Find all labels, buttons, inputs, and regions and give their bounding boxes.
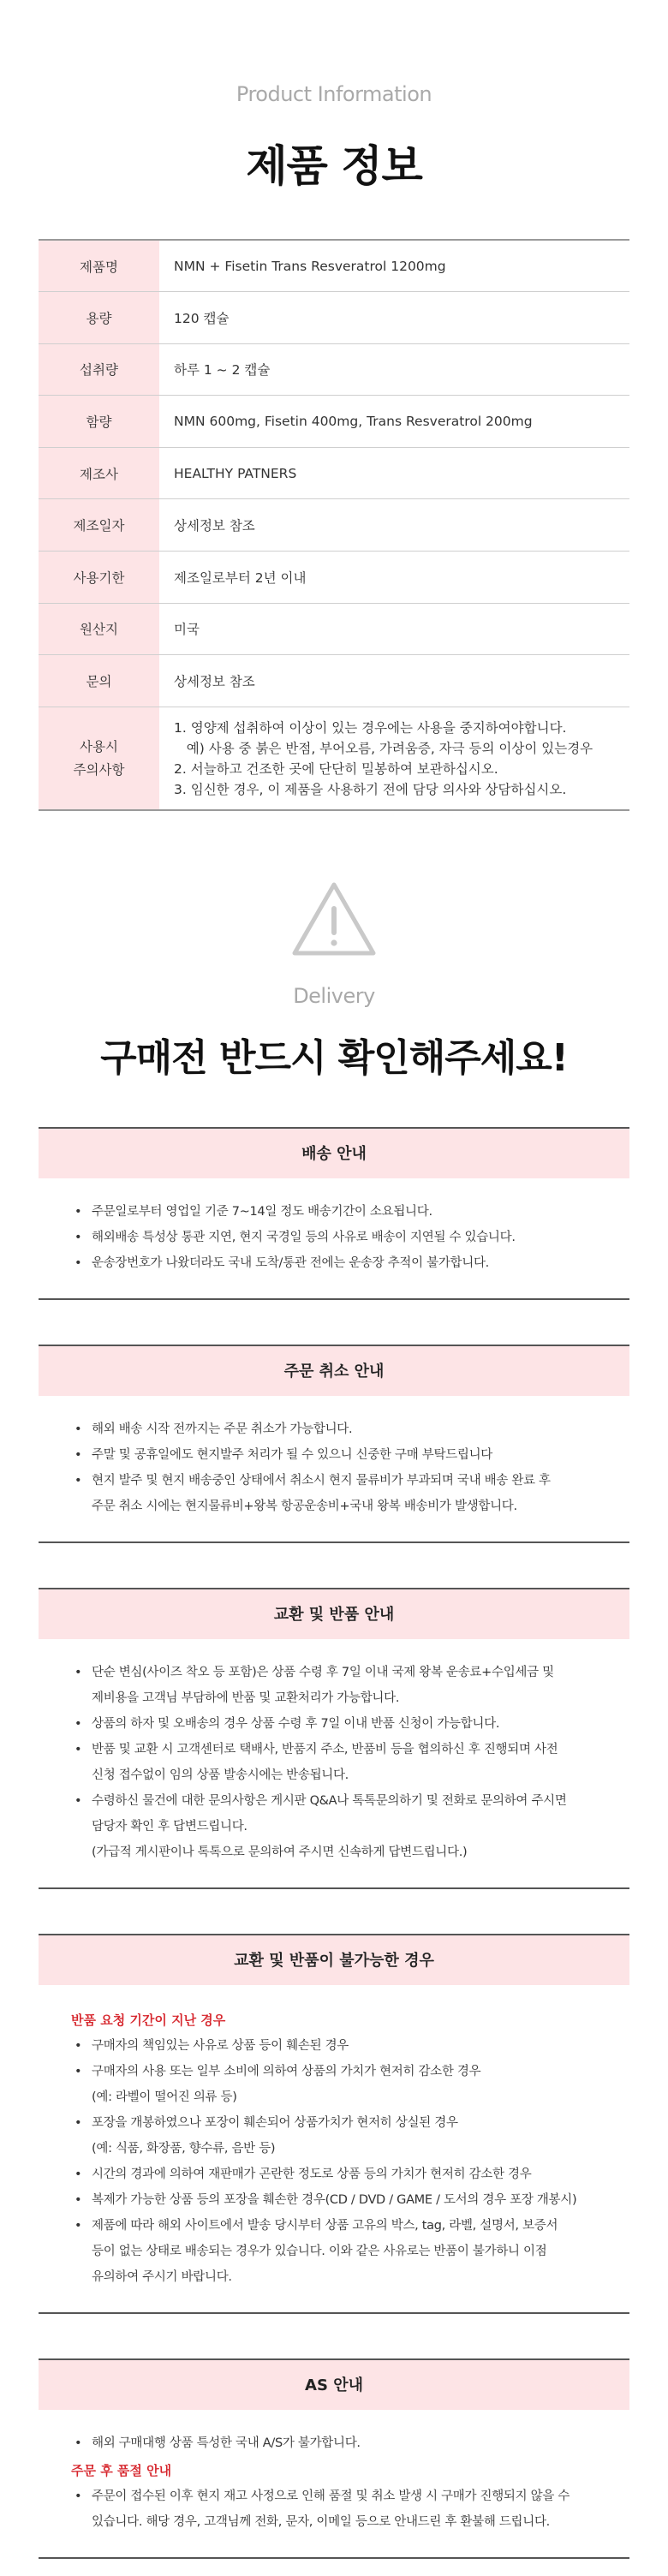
delivery-eyebrow: Delivery xyxy=(293,984,375,1009)
notice-item-line: 수령하신 물건에 대한 문의사항은 게시판 Q&A나 톡톡문의하기 및 전화로 문의하여 주시면 xyxy=(92,1794,567,1809)
info-row xyxy=(39,655,629,707)
notice-item-line: 상품의 하자 및 오배송의 경우 상품 수령 후 7일 이내 반품 신청이 가능합니다. xyxy=(92,1717,500,1732)
info-row-key: 제품명 xyxy=(39,240,159,292)
notice-item xyxy=(75,2162,629,2187)
notice-item-line: 운송장번호가 나왔더라도 국내 도착/통관 전에는 운송장 추적이 불가합니다. xyxy=(92,1256,489,1271)
notice-item-line: (예: 식품, 화장품, 향수류, 음반 등) xyxy=(92,2142,276,2156)
bullet-icon: • xyxy=(75,2039,82,2054)
delivery-section xyxy=(0,984,668,2559)
notice-body xyxy=(39,1985,629,2314)
bullet-icon: • xyxy=(75,1474,82,1488)
notice-item-line: 주문일로부터 영업일 기준 7~14일 정도 배송기간이 소요됩니다. xyxy=(92,1205,432,1219)
info-row-key: 원산지 xyxy=(39,603,159,655)
notice-title: 배송 안내 xyxy=(39,1127,629,1178)
bullet-icon: • xyxy=(75,1717,82,1732)
notice-title: 교환 및 반품이 불가능한 경우 xyxy=(39,1934,629,1985)
notice-item-line: 현지 발주 및 현지 배송중인 상태에서 취소시 현지 물류비가 부과되며 국내 배송 완료 후 xyxy=(92,1474,551,1488)
info-row xyxy=(39,292,629,344)
info-row-value: HEALTHY PATNERS xyxy=(159,447,629,499)
notice-item-line: 해외 구매대행 상품 특성한 국내 A/S가 불가합니다. xyxy=(92,2436,361,2451)
info-row xyxy=(39,499,629,552)
notice-item-line: 유의하여 주시기 바랍니다. xyxy=(92,2270,232,2285)
bullet-icon: • xyxy=(75,2490,82,2504)
notice-gap xyxy=(0,1543,668,1588)
notice-item xyxy=(75,1199,629,1225)
notice-item xyxy=(75,1711,629,1737)
bullet-icon: • xyxy=(75,1422,82,1437)
notice-item xyxy=(75,1660,629,1711)
info-row-value: 상세정보 참조 xyxy=(159,499,629,552)
info-row-key: 함량 xyxy=(39,396,159,448)
product-info-section xyxy=(0,0,668,811)
notice-box xyxy=(39,1588,629,1889)
notice-item-line: 신청 접수없이 임의 상품 발송시에는 반송됩니다. xyxy=(92,1768,349,1783)
bullet-icon: • xyxy=(75,2116,82,2131)
info-row-value: 제조일로부터 2년 이내 xyxy=(159,552,629,604)
notice-item-line: 단순 변심(사이즈 착오 등 포함)은 상품 수령 후 7일 이내 국제 왕복 운송료+수입세금 및 xyxy=(92,1666,554,1680)
notice-item-line: 등이 없는 상태로 배송되는 경우가 있습니다. 이와 같은 사유로는 반품이 불가하니 이점 xyxy=(92,2245,547,2259)
notice-title: 주문 취소 안내 xyxy=(39,1345,629,1396)
notice-item xyxy=(75,1442,629,1468)
bullet-icon: • xyxy=(75,1231,82,1245)
notice-gap xyxy=(0,2314,668,2358)
notice-subheading: 반품 요청 기간이 지난 경우 xyxy=(71,2012,226,2029)
notice-item xyxy=(75,2110,629,2162)
notice-subheading: 주문 후 품절 안내 xyxy=(71,2463,172,2479)
notice-item xyxy=(75,2430,629,2456)
notice-item-line: 제품에 따라 해외 사이트에서 발송 당시부터 상품 고유의 박스, tag, 라벨, 설명서, 보증서 xyxy=(92,2219,558,2233)
caution-key-line: 주의사항 xyxy=(73,761,125,778)
caution-line: 3. 임신한 경우, 이 제품을 사용하기 전에 담당 의사와 상담하십시오. xyxy=(174,781,567,797)
notice-box xyxy=(39,1127,629,1300)
info-row-key: 제조일자 xyxy=(39,499,159,552)
notice-item xyxy=(75,2033,629,2059)
notice-box xyxy=(39,1345,629,1543)
info-row-key xyxy=(39,707,159,810)
product-info-title: 제품 정보 xyxy=(246,141,422,191)
notice-item xyxy=(75,1468,629,1519)
notice-item xyxy=(75,1788,629,1865)
warning-triangle-icon xyxy=(289,880,379,958)
notice-body xyxy=(39,1396,629,1543)
info-row xyxy=(39,447,629,499)
bullet-icon: • xyxy=(75,1794,82,1809)
notice-item xyxy=(75,1737,629,1788)
info-row xyxy=(39,240,629,292)
info-row-value xyxy=(159,707,629,810)
notice-title: AS 안내 xyxy=(39,2358,629,2410)
product-info-table-body xyxy=(39,240,629,810)
product-info-table xyxy=(39,239,629,811)
notice-item xyxy=(75,2187,629,2213)
notice-item xyxy=(75,2059,629,2110)
info-row-value: 미국 xyxy=(159,603,629,655)
notice-item xyxy=(75,2484,629,2535)
info-row-caution xyxy=(39,707,629,810)
info-row-value: NMN 600mg, Fisetin 400mg, Trans Resveratrol 200mg xyxy=(159,396,629,448)
info-row xyxy=(39,552,629,604)
notice-item-line: 시간의 경과에 의하여 재판매가 곤란한 정도로 상품 등의 가치가 현저히 감소한 경우 xyxy=(92,2168,532,2182)
bullet-icon: • xyxy=(75,2065,82,2079)
notice-item-line: 주문이 접수된 이후 현지 재고 사정으로 인해 품절 및 취소 발생 시 구매가 진행되지 않을 수 xyxy=(92,2490,570,2504)
notice-item-line: 해외배송 특성상 통관 지연, 현지 국경일 등의 사유로 배송이 지연될 수 있습니다. xyxy=(92,1231,516,1245)
notice-item xyxy=(75,2213,629,2290)
notice-gap xyxy=(0,1300,668,1345)
info-row-key: 용량 xyxy=(39,292,159,344)
info-row xyxy=(39,603,629,655)
info-row-value: 하루 1 ~ 2 캡슐 xyxy=(159,343,629,396)
notice-item-line: 제비용을 고객님 부담하에 반품 및 교환처리가 가능합니다. xyxy=(92,1691,400,1706)
bullet-icon: • xyxy=(75,2193,82,2208)
notice-item-line: 주말 및 공휴일에도 현지발주 처리가 될 수 있으니 신중한 구매 부탁드립니다 xyxy=(92,1448,493,1463)
notice-item-line: 반품 및 교환 시 고객센터로 택배사, 반품지 주소, 반품비 등을 협의하신 후 진행되며 사전 xyxy=(92,1743,558,1757)
bullet-icon: • xyxy=(75,2219,82,2233)
notice-body xyxy=(39,1178,629,1300)
notice-body xyxy=(39,2410,629,2559)
caution-key-line: 사용시 xyxy=(80,738,118,754)
caution-line: 2. 서늘하고 건조한 곳에 단단히 밀봉하여 보관하십시오. xyxy=(174,760,498,777)
bullet-icon: • xyxy=(75,1205,82,1219)
notice-box xyxy=(39,2358,629,2559)
notice-item-line: 담당자 확인 후 답변드립니다. xyxy=(92,1820,248,1834)
bullet-icon: • xyxy=(75,1666,82,1680)
info-row-key: 섭취량 xyxy=(39,343,159,396)
info-row-key: 사용기한 xyxy=(39,552,159,604)
notice-item-line: 포장을 개봉하였으나 포장이 훼손되어 상품가치가 현저히 상실된 경우 xyxy=(92,2116,458,2131)
info-row-value: 상세정보 참조 xyxy=(159,655,629,707)
notice-item xyxy=(75,1250,629,1276)
warning-icon-wrap xyxy=(0,880,668,957)
notice-body xyxy=(39,1639,629,1889)
info-row-key: 제조사 xyxy=(39,447,159,499)
product-info-eyebrow: Product Information xyxy=(236,82,432,106)
delivery-title: 구매전 반드시 확인해주세요! xyxy=(100,1036,568,1081)
bullet-icon: • xyxy=(75,1743,82,1757)
info-row-value: 120 캡슐 xyxy=(159,292,629,344)
notice-item-line: (가급적 게시판이나 톡톡으로 문의하여 주시면 신속하게 답변드립니다.) xyxy=(92,1846,468,1860)
info-row-key: 문의 xyxy=(39,655,159,707)
notice-item-line: 구매자의 사용 또는 일부 소비에 의하여 상품의 가치가 현저히 감소한 경우 xyxy=(92,2065,481,2079)
info-row-value: NMN + Fisetin Trans Resveratrol 1200mg xyxy=(159,240,629,292)
notice-item-line: 구매자의 책임있는 사유로 상품 등이 훼손된 경우 xyxy=(92,2039,349,2054)
bullet-icon: • xyxy=(75,1448,82,1463)
notice-item xyxy=(75,1225,629,1250)
info-row xyxy=(39,396,629,448)
notice-item-line: 주문 취소 시에는 현지물류비+왕복 항공운송비+국내 왕복 배송비가 발생합니다. xyxy=(92,1500,517,1514)
notice-item-line: 있습니다. 해당 경우, 고객님께 전화, 문자, 이메일 등으로 안내드린 후 환불해 드립니다. xyxy=(92,2515,550,2530)
info-row xyxy=(39,343,629,396)
notice-item-line: 복제가 가능한 상품 등의 포장을 훼손한 경우(CD / DVD / GAME / 도서의 경우 포장 개봉시) xyxy=(92,2193,577,2208)
notice-item-line: (예: 라벨이 떨어진 의류 등) xyxy=(92,2090,237,2105)
notice-item-line: 해외 배송 시작 전까지는 주문 취소가 가능합니다. xyxy=(92,1422,353,1437)
caution-line: 1. 영양제 섭취하여 이상이 있는 경우에는 사용을 중지하여야합니다. xyxy=(174,719,567,736)
notice-list xyxy=(0,1127,668,2559)
notice-item xyxy=(75,1416,629,1442)
notice-box xyxy=(39,1934,629,2314)
bullet-icon: • xyxy=(75,1256,82,1271)
bullet-icon: • xyxy=(75,2436,82,2451)
caution-line: 예) 사용 중 붉은 반점, 부어오름, 가려움증, 자극 등의 이상이 있는경우 xyxy=(174,740,593,756)
notice-title: 교환 및 반품 안내 xyxy=(39,1588,629,1639)
notice-gap xyxy=(0,1889,668,1934)
bullet-icon: • xyxy=(75,2168,82,2182)
